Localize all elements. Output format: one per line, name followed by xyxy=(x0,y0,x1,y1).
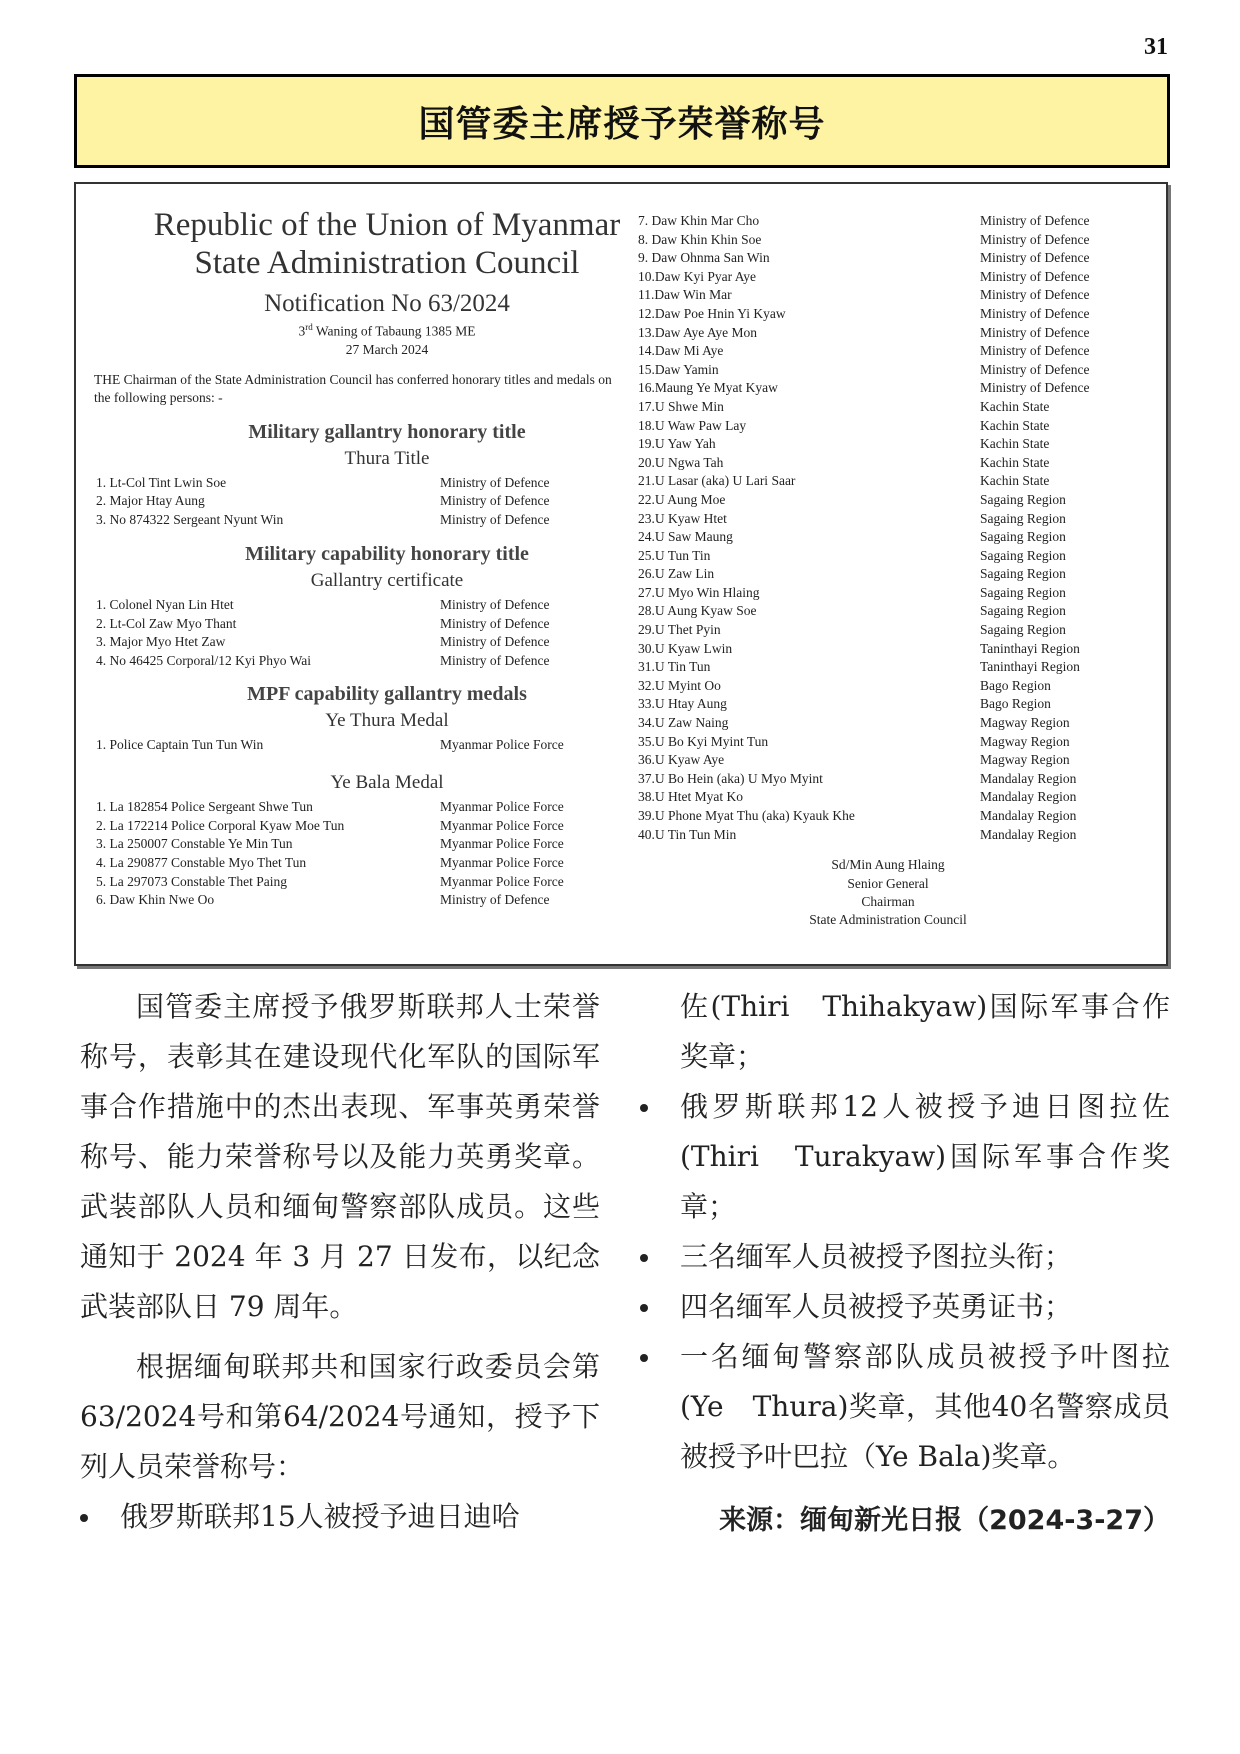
award-list xyxy=(86,798,688,910)
awardee-name: 16.Maung Ye Myat Kyaw xyxy=(638,380,778,396)
awardee-org: Sagaing Region xyxy=(980,566,1066,582)
awardee-org: Taninthayi Region xyxy=(980,640,1080,656)
awardee-name: 31.U Tin Tun xyxy=(638,659,711,675)
notification-left-column xyxy=(86,206,688,910)
awardee-org: Ministry of Defence xyxy=(440,511,550,527)
awardee-name: 3. No 874322 Sergeant Nyunt Win xyxy=(96,511,284,527)
awardee-org: Ministry of Defence xyxy=(440,615,550,631)
awardee-org: Ministry of Defence xyxy=(980,213,1090,228)
awardee-name: 4. No 46425 Corporal/12 Kyi Phyo Wai xyxy=(96,653,312,669)
list-item xyxy=(86,492,688,511)
awardee-org: Kachin State xyxy=(980,436,1050,452)
list-item xyxy=(628,454,1148,473)
awardee-org: Taninthayi Region xyxy=(980,659,1080,675)
list-item xyxy=(628,770,1148,789)
awardee-org: Ministry of Defence xyxy=(440,474,550,490)
list-item xyxy=(628,268,1148,287)
awardee-org: Mandalay Region xyxy=(980,789,1077,805)
bullet-text: 三名缅军人员被授予图拉头衔； xyxy=(680,1240,1073,1273)
awardee-org: Ministry of Defence xyxy=(980,343,1090,359)
list-item xyxy=(628,584,1148,603)
section-subtitle: Ye Bala Medal xyxy=(330,772,444,794)
awardee-org: Myanmar Police Force xyxy=(440,736,564,752)
list-item xyxy=(628,379,1148,398)
awardee-org: Magway Region xyxy=(980,752,1070,768)
awardee-name: 1. La 182854 Police Sergeant Shwe Tun xyxy=(96,799,313,815)
list-item xyxy=(86,596,688,615)
list-item xyxy=(628,640,1148,659)
list-item xyxy=(86,652,688,671)
awardee-name: 23.U Kyaw Htet xyxy=(638,510,727,526)
list-item xyxy=(628,305,1148,324)
awardee-name: 37.U Bo Hein (aka) U Myo Myint xyxy=(638,770,823,786)
article-paragraph: 根据缅甸联邦共和国家行政委员会第63/2024号和第64/2024号通知，授予下列人员荣誉称号： xyxy=(80,1350,600,1483)
awardee-org: Ministry of Defence xyxy=(440,634,550,650)
award-bullet-list xyxy=(680,1082,1170,1482)
section-subtitle: Gallantry certificate xyxy=(310,570,464,592)
awardee-name: 34.U Zaw Naing xyxy=(638,715,729,731)
awardee-org: Sagaing Region xyxy=(980,491,1066,507)
awardee-org: Ministry of Defence xyxy=(980,231,1090,247)
bullet-item xyxy=(680,1332,1170,1482)
bullet-text: 俄罗斯联邦12人被授予迪日图拉佐(Thiri Turakyaw)国际军事合作奖章； xyxy=(680,1090,1170,1223)
awardee-name: 7. Daw Khin Mar Cho xyxy=(638,213,760,228)
list-item xyxy=(86,474,688,493)
list-item xyxy=(628,435,1148,454)
signature-line: Senior General xyxy=(847,875,929,891)
list-item xyxy=(628,733,1148,752)
bullet-icon xyxy=(640,1354,648,1362)
list-item xyxy=(628,658,1148,677)
list-item xyxy=(628,249,1148,268)
awardee-org: Kachin State xyxy=(980,454,1050,470)
bullet-continuation: 佐(Thiri Thihakyaw)国际军事合作奖章； xyxy=(680,990,1170,1073)
list-item xyxy=(628,528,1148,547)
section-subtitle: Thura Title xyxy=(344,447,430,469)
awardee-org: Kachin State xyxy=(980,417,1050,433)
awardee-org: Mandalay Region xyxy=(980,808,1077,823)
section-subtitle: Ye Thura Medal xyxy=(325,709,449,731)
awardee-name: 38.U Htet Myat Ko xyxy=(638,789,743,805)
list-item xyxy=(628,751,1148,770)
awardee-name: 15.Daw Yamin xyxy=(638,361,719,377)
awardee-name: 3. La 250007 Constable Ye Min Tun xyxy=(96,836,293,852)
awardee-name: 27.U Myo Win Hlaing xyxy=(638,584,760,600)
awardee-name: 32.U Myint Oo xyxy=(638,677,721,693)
awardee-org: Bago Region xyxy=(980,696,1051,712)
award-list xyxy=(86,474,688,530)
awardee-name: 1. Lt-Col Tint Lwin Soe xyxy=(96,474,227,490)
awardee-org: Ministry of Defence xyxy=(980,287,1090,303)
list-item xyxy=(86,615,688,634)
page-number: 31 xyxy=(1144,34,1168,60)
awardee-name: 33.U Htay Aung xyxy=(638,696,727,712)
notification-date-gregorian: 27 March 2024 xyxy=(345,341,429,357)
awardee-org: Ministry of Defence xyxy=(980,305,1090,321)
signature-block xyxy=(738,856,1038,930)
award-list xyxy=(86,736,688,755)
bullet-icon xyxy=(640,1104,648,1112)
list-item xyxy=(86,817,688,836)
awardee-org: Myanmar Police Force xyxy=(440,873,564,889)
notification-image xyxy=(74,182,1168,966)
awardee-name: 21.U Lasar (aka) U Lari Saar xyxy=(638,473,796,489)
article-column-right xyxy=(680,982,1170,1537)
list-item xyxy=(628,510,1148,529)
awardee-name: 30.U Kyaw Lwin xyxy=(638,640,733,656)
awardee-org: Magway Region xyxy=(980,715,1070,731)
awardee-name: 25.U Tun Tin xyxy=(638,547,711,563)
date-pre: 3 xyxy=(298,323,306,339)
list-item xyxy=(86,891,688,910)
awardee-org: Myanmar Police Force xyxy=(440,799,564,815)
list-item xyxy=(628,677,1148,696)
awardee-name: 19.U Yaw Yah xyxy=(638,436,716,452)
awardee-org: Myanmar Police Force xyxy=(440,817,564,833)
awardee-name: 8. Daw Khin Khin Soe xyxy=(638,231,762,247)
signature-line: Sd/Min Aung Hlaing xyxy=(831,857,945,873)
awardee-org: Sagaing Region xyxy=(980,529,1066,545)
awardee-name: 22.U Aung Moe xyxy=(638,491,726,507)
awardee-name: 10.Daw Kyi Pyar Aye xyxy=(638,268,756,284)
awardee-org: Ministry of Defence xyxy=(980,250,1090,266)
notification-header-line1: Republic of the Union of Myanmar xyxy=(153,207,621,243)
list-item xyxy=(628,342,1148,361)
bullet-text: 俄罗斯联邦15人被授予迪日迪哈 xyxy=(120,1500,520,1533)
list-item xyxy=(628,602,1148,621)
bullet-icon xyxy=(80,1514,88,1522)
section-title: MPF capability gallantry medals xyxy=(247,682,527,705)
awardee-name: 4. La 290877 Constable Myo Thet Tun xyxy=(96,855,307,871)
signature-line: Chairman xyxy=(861,894,915,909)
awardee-name: 28.U Aung Kyaw Soe xyxy=(638,603,757,619)
list-item xyxy=(628,695,1148,714)
list-item xyxy=(628,788,1148,807)
list-item xyxy=(86,511,688,530)
bullet-icon xyxy=(640,1254,648,1262)
awardee-org: Ministry of Defence xyxy=(440,892,550,908)
awardee-org: Ministry of Defence xyxy=(440,653,550,669)
list-item xyxy=(628,472,1148,491)
list-item xyxy=(86,854,688,873)
list-item xyxy=(86,835,688,854)
awardee-org: Ministry of Defence xyxy=(980,380,1090,396)
awardee-org: Bago Region xyxy=(980,677,1051,693)
awardee-name: 24.U Saw Maung xyxy=(638,529,733,545)
list-item xyxy=(86,736,688,755)
awardee-org: Ministry of Defence xyxy=(980,268,1090,284)
awardee-org: Sagaing Region xyxy=(980,584,1066,600)
date-post: Waning of Tabaung 1385 ME xyxy=(312,323,476,339)
awardee-org: Kachin State xyxy=(980,398,1050,414)
awardee-name: 26.U Zaw Lin xyxy=(638,566,715,582)
list-item xyxy=(86,798,688,817)
section-title: Military capability honorary title xyxy=(245,543,529,566)
awardee-name: 1. Police Captain Tun Tun Win xyxy=(96,736,264,752)
awardee-org: Myanmar Police Force xyxy=(440,836,564,852)
bullet-item xyxy=(680,1282,1170,1332)
awardee-org: Mandalay Region xyxy=(980,826,1077,842)
awardee-org: Ministry of Defence xyxy=(440,597,550,613)
page-title: 国管委主席授予荣誉称号 xyxy=(418,103,826,145)
notification-header-line2: State Administration Council xyxy=(194,245,580,281)
awardee-name: 18.U Waw Paw Lay xyxy=(638,417,747,433)
date-sup: rd xyxy=(305,322,313,332)
article-column-left xyxy=(80,982,600,1542)
awardee-org: Ministry of Defence xyxy=(440,493,550,509)
notification-number: Notification No 63/2024 xyxy=(264,290,510,317)
awardee-name: 35.U Bo Kyi Myint Tun xyxy=(638,733,769,749)
awardee-name: 13.Daw Aye Aye Mon xyxy=(638,324,758,340)
awardee-org: Sagaing Region xyxy=(980,510,1066,526)
awardee-name: 36.U Kyaw Aye xyxy=(638,752,725,768)
title-banner xyxy=(74,74,1170,168)
list-item xyxy=(628,231,1148,250)
awardee-name: 40.U Tin Tun Min xyxy=(638,826,737,842)
bullet-item xyxy=(680,1232,1170,1282)
awardee-name: 14.Daw Mi Aye xyxy=(638,343,724,359)
awardee-name: 2. La 172214 Police Corporal Kyaw Moe Tun xyxy=(96,817,345,833)
list-item xyxy=(86,633,688,652)
list-item xyxy=(628,547,1148,566)
bullet-item xyxy=(80,1492,600,1542)
awardee-org: Ministry of Defence xyxy=(980,361,1090,377)
awardee-name: 1. Colonel Nyan Lin Htet xyxy=(96,597,234,613)
article-paragraph: 国管委主席授予俄罗斯联邦人士荣誉称号，表彰其在建设现代化军队的国际军事合作措施中的杰出表现、军事英勇荣誉称号、能力荣誉称号以及能力英勇奖章。武装部队人员和缅甸警察部队成员。这些通知于 2024 年 3 月 27 日发布，以纪念武装部队日 79 周年。 xyxy=(80,990,600,1323)
list-item xyxy=(628,807,1148,826)
article-source: 来源：缅甸新光日报（2024-3-27） xyxy=(719,1505,1170,1536)
list-item xyxy=(628,212,1148,231)
awardee-name: 9. Daw Ohnma San Win xyxy=(638,250,770,266)
list-item xyxy=(628,565,1148,584)
list-item xyxy=(86,873,688,892)
list-item xyxy=(628,621,1148,640)
awardee-name: 17.U Shwe Min xyxy=(638,398,724,414)
awardee-name: 2. Major Htay Aung xyxy=(96,493,205,509)
awardee-name: 2. Lt-Col Zaw Myo Thant xyxy=(96,615,237,631)
bullet-text: 四名缅军人员被授予英勇证书； xyxy=(680,1290,1073,1323)
section-title: Military gallantry honorary title xyxy=(248,420,526,443)
awardee-org: Sagaing Region xyxy=(980,603,1066,619)
awardee-name: 11.Daw Win Mar xyxy=(638,287,732,303)
list-item xyxy=(628,361,1148,380)
signature-line: State Administration Council xyxy=(809,912,967,928)
list-item xyxy=(628,491,1148,510)
bullet-text: 一名缅甸警察部队成员被授予叶图拉(Ye Thura)奖章，其他40名警察成员被授予叶巴拉（Ye Bala)奖章。 xyxy=(680,1340,1170,1473)
list-item xyxy=(628,286,1148,305)
bullet-icon xyxy=(640,1304,648,1312)
list-item xyxy=(628,826,1148,845)
awardee-name: 20.U Ngwa Tah xyxy=(638,454,724,470)
awardee-name: 39.U Phone Myat Thu (aka) Kyauk Khe xyxy=(638,808,855,823)
awardee-org: Sagaing Region xyxy=(980,547,1066,563)
awardee-name: 6. Daw Khin Nwe Oo xyxy=(96,892,215,908)
awardee-org: Kachin State xyxy=(980,473,1050,489)
list-item xyxy=(628,714,1148,733)
awardee-name: 3. Major Myo Htet Zaw xyxy=(96,634,226,650)
awardee-org: Ministry of Defence xyxy=(980,324,1090,340)
bullet-item xyxy=(680,1082,1170,1232)
awardee-name: 5. La 297073 Constable Thet Paing xyxy=(96,873,287,889)
award-list xyxy=(86,596,688,670)
list-item xyxy=(628,417,1148,436)
awardee-org: Myanmar Police Force xyxy=(440,855,564,871)
award-bullet-list xyxy=(80,1492,600,1542)
notification-right-column xyxy=(628,208,1148,930)
notification-date-myanmar xyxy=(86,318,688,341)
awardee-org: Magway Region xyxy=(980,733,1070,749)
list-item xyxy=(628,324,1148,343)
awardee-name: 29.U Thet Pyin xyxy=(638,622,721,638)
awardee-org: Sagaing Region xyxy=(980,622,1066,638)
award-list-continued xyxy=(628,212,1148,844)
awardee-name: 12.Daw Poe Hnin Yi Kyaw xyxy=(638,305,786,321)
notification-intro: THE Chairman of the State Administration Council has conferred honorary titles and medals on the following persons: - xyxy=(94,371,612,405)
list-item xyxy=(628,398,1148,417)
awardee-org: Mandalay Region xyxy=(980,770,1077,786)
